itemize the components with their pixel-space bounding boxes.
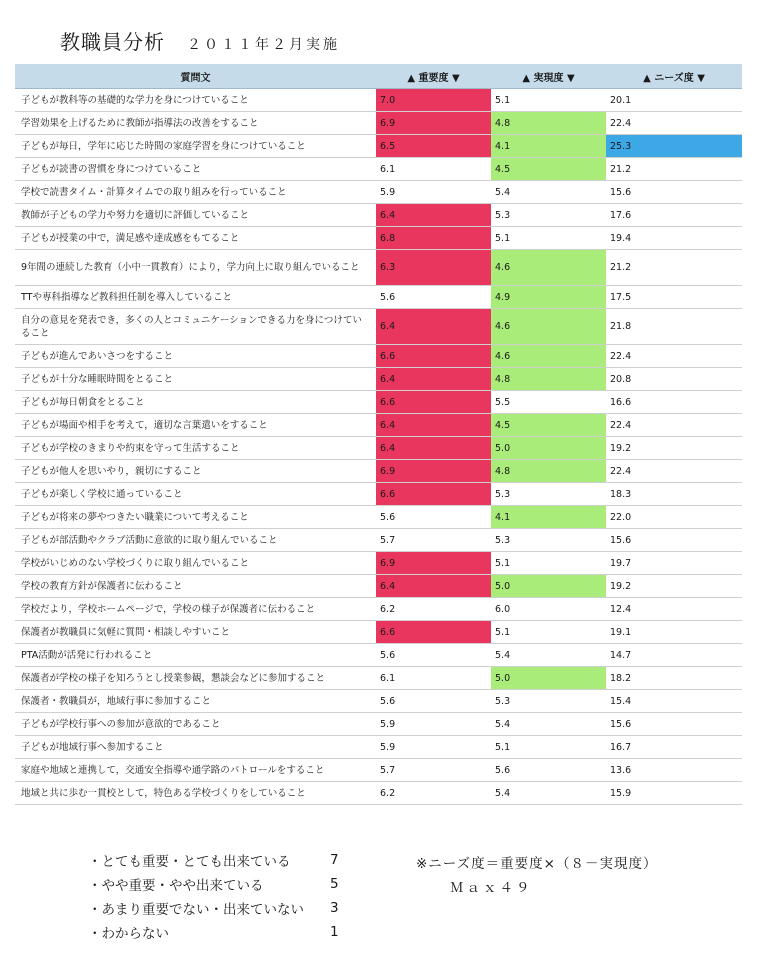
realization-cell: 5.4	[491, 713, 606, 736]
needs-cell: 12.4	[606, 598, 742, 621]
realization-cell: 5.4	[491, 644, 606, 667]
table-header-row	[15, 64, 742, 89]
importance-cell: 6.6	[376, 345, 491, 368]
legend-score: 1	[330, 924, 339, 940]
needs-cell: 15.9	[606, 782, 742, 805]
table-row	[15, 759, 742, 782]
needs-cell: 15.6	[606, 713, 742, 736]
legend-item	[88, 872, 350, 896]
needs-cell: 17.6	[606, 204, 742, 227]
needs-cell: 22.4	[606, 460, 742, 483]
legend-label: ・あまり重要でない・出来ていない	[88, 902, 304, 918]
needs-cell: 16.7	[606, 736, 742, 759]
realization-cell: 5.3	[491, 690, 606, 713]
needs-cell: 21.2	[606, 250, 742, 286]
realization-cell: 5.1	[491, 736, 606, 759]
table-row	[15, 598, 742, 621]
table-row	[15, 736, 742, 759]
table-row	[15, 621, 742, 644]
question-cell: 子どもが部活動やクラブ活動に意欲的に取り組んでいること	[15, 529, 376, 552]
question-cell: 子どもが進んであいさつをすること	[15, 345, 376, 368]
needs-cell: 18.3	[606, 483, 742, 506]
table-row	[15, 181, 742, 204]
needs-cell: 20.1	[606, 89, 742, 112]
importance-cell: 5.6	[376, 506, 491, 529]
table-row	[15, 713, 742, 736]
question-cell: 子どもが学校のきまりや約束を守って生活すること	[15, 437, 376, 460]
realization-cell: 5.1	[491, 552, 606, 575]
realization-cell: 5.4	[491, 782, 606, 805]
importance-cell: 6.9	[376, 460, 491, 483]
realization-cell: 5.1	[491, 227, 606, 250]
header-question: 質問文	[15, 64, 376, 89]
realization-cell: 4.6	[491, 250, 606, 286]
importance-cell: 6.9	[376, 552, 491, 575]
table-row	[15, 575, 742, 598]
needs-cell: 16.6	[606, 391, 742, 414]
needs-cell: 22.0	[606, 506, 742, 529]
realization-cell: 5.1	[491, 621, 606, 644]
importance-cell: 6.4	[376, 368, 491, 391]
importance-cell: 5.6	[376, 644, 491, 667]
importance-cell: 6.2	[376, 782, 491, 805]
needs-cell: 14.7	[606, 644, 742, 667]
realization-cell: 5.0	[491, 667, 606, 690]
table-row	[15, 250, 742, 286]
needs-cell: 22.4	[606, 112, 742, 135]
question-cell: 保護者が教職員に気軽に質問・相談しやすいこと	[15, 621, 376, 644]
legend-score: 7	[330, 852, 339, 868]
question-cell: 子どもが地域行事へ参加すること	[15, 736, 376, 759]
importance-cell: 6.6	[376, 621, 491, 644]
question-cell: 学校の教育方針が保護者に伝わること	[15, 575, 376, 598]
needs-cell: 19.2	[606, 437, 742, 460]
table-row	[15, 644, 742, 667]
question-cell: 子どもが学校行事への参加が意欲的であること	[15, 713, 376, 736]
question-cell: 9年間の連続した教育（小中一貫教育）により，学力向上に取り組んでいること	[15, 250, 376, 286]
needs-cell: 15.6	[606, 529, 742, 552]
legend-item	[88, 848, 350, 872]
legend-score: 3	[330, 900, 339, 916]
question-cell: 子どもが毎日朝食をとること	[15, 391, 376, 414]
question-cell: 子どもが読書の習慣を身につけていること	[15, 158, 376, 181]
page-title: 教職員分析	[60, 30, 165, 54]
table-row	[15, 690, 742, 713]
legend	[88, 848, 350, 944]
realization-cell: 4.6	[491, 309, 606, 345]
table-row	[15, 552, 742, 575]
header-importance-sort[interactable]: ▲ 重要度 ▼	[376, 64, 491, 89]
question-cell: 子どもが教科等の基礎的な学力を身につけていること	[15, 89, 376, 112]
importance-cell: 7.0	[376, 89, 491, 112]
realization-cell: 4.1	[491, 506, 606, 529]
max-note: Ｍａｘ４９	[450, 880, 533, 896]
importance-cell: 6.5	[376, 135, 491, 158]
table-row	[15, 368, 742, 391]
importance-cell: 6.4	[376, 309, 491, 345]
table-row	[15, 89, 742, 112]
realization-cell: 5.1	[491, 89, 606, 112]
importance-cell: 6.9	[376, 112, 491, 135]
importance-cell: 5.6	[376, 690, 491, 713]
realization-cell: 4.1	[491, 135, 606, 158]
realization-cell: 5.0	[491, 575, 606, 598]
question-cell: 子どもが楽しく学校に通っていること	[15, 483, 376, 506]
needs-cell: 19.1	[606, 621, 742, 644]
legend-score: 5	[330, 876, 339, 892]
question-cell: 子どもが場面や相手を考えて，適切な言葉遣いをすること	[15, 414, 376, 437]
question-cell: 子どもが十分な睡眠時間をとること	[15, 368, 376, 391]
needs-cell: 15.4	[606, 690, 742, 713]
importance-cell: 5.9	[376, 181, 491, 204]
question-cell: 学校だより，学校ホームページで，学校の様子が保護者に伝わること	[15, 598, 376, 621]
survey-date: ２０１１年２月実施	[187, 37, 340, 53]
question-cell: 子どもが将来の夢やつきたい職業について考えること	[15, 506, 376, 529]
importance-cell: 6.6	[376, 483, 491, 506]
question-cell: 学校がいじめのない学校づくりに取り組んでいること	[15, 552, 376, 575]
importance-cell: 6.3	[376, 250, 491, 286]
table-row	[15, 782, 742, 805]
question-cell: 子どもが授業の中で，満足感や達成感をもてること	[15, 227, 376, 250]
question-cell: 教師が子どもの学力や努力を適切に評価していること	[15, 204, 376, 227]
needs-cell: 22.4	[606, 414, 742, 437]
table-row	[15, 135, 742, 158]
importance-cell: 5.7	[376, 529, 491, 552]
importance-cell: 6.2	[376, 598, 491, 621]
header-realization-sort[interactable]: ▲ 実現度 ▼	[491, 64, 606, 89]
question-cell: PTA活動が活発に行われること	[15, 644, 376, 667]
realization-cell: 4.9	[491, 286, 606, 309]
realization-cell: 5.0	[491, 437, 606, 460]
table-row	[15, 460, 742, 483]
importance-cell: 6.1	[376, 158, 491, 181]
realization-cell: 6.0	[491, 598, 606, 621]
question-cell: 子どもが他人を思いやり，親切にすること	[15, 460, 376, 483]
importance-cell: 6.1	[376, 667, 491, 690]
realization-cell: 5.3	[491, 529, 606, 552]
table-row	[15, 204, 742, 227]
question-cell: 学習効果を上げるために教師が指導法の改善をすること	[15, 112, 376, 135]
needs-cell: 22.4	[606, 345, 742, 368]
realization-cell: 4.8	[491, 368, 606, 391]
needs-cell: 20.8	[606, 368, 742, 391]
needs-formula: ※ニーズ度＝重要度×（８－実現度）	[416, 856, 658, 872]
realization-cell: 5.3	[491, 204, 606, 227]
importance-cell: 5.6	[376, 286, 491, 309]
realization-cell: 4.8	[491, 460, 606, 483]
table-row	[15, 112, 742, 135]
realization-cell: 5.3	[491, 483, 606, 506]
question-cell: 家庭や地域と連携して，交通安全指導や通学路のパトロールをすること	[15, 759, 376, 782]
legend-item	[88, 920, 350, 944]
needs-cell: 19.7	[606, 552, 742, 575]
importance-cell: 6.4	[376, 204, 491, 227]
realization-cell: 4.5	[491, 414, 606, 437]
question-cell: TTや専科指導など教科担任制を導入していること	[15, 286, 376, 309]
legend-label: ・わからない	[88, 926, 169, 942]
importance-cell: 6.8	[376, 227, 491, 250]
table-row	[15, 529, 742, 552]
realization-cell: 4.6	[491, 345, 606, 368]
needs-cell: 19.2	[606, 575, 742, 598]
realization-cell: 5.4	[491, 181, 606, 204]
needs-cell: 13.6	[606, 759, 742, 782]
importance-cell: 6.4	[376, 414, 491, 437]
needs-cell: 19.4	[606, 227, 742, 250]
table-row	[15, 158, 742, 181]
importance-cell: 5.7	[376, 759, 491, 782]
importance-cell: 6.4	[376, 437, 491, 460]
importance-cell: 6.6	[376, 391, 491, 414]
question-cell: 保護者・教職員が，地域行事に参加すること	[15, 690, 376, 713]
importance-cell: 5.9	[376, 713, 491, 736]
table-row	[15, 286, 742, 309]
table-body	[15, 89, 742, 805]
needs-cell: 18.2	[606, 667, 742, 690]
question-cell: 保護者が学校の様子を知ろうとし授業参観，懇談会などに参加すること	[15, 667, 376, 690]
needs-cell: 15.6	[606, 181, 742, 204]
question-cell: 自分の意見を発表でき，多くの人とコミュニケーションできる力を身につけていること	[15, 309, 376, 345]
analysis-table	[15, 64, 742, 805]
table-row	[15, 391, 742, 414]
legend-item	[88, 896, 350, 920]
realization-cell: 5.6	[491, 759, 606, 782]
needs-cell: 21.2	[606, 158, 742, 181]
table-row	[15, 483, 742, 506]
realization-cell: 4.5	[491, 158, 606, 181]
question-cell: 地域と共に歩む一貫校として，特色ある学校づくりをしていること	[15, 782, 376, 805]
table-row	[15, 437, 742, 460]
table-row	[15, 414, 742, 437]
header-needs-sort[interactable]: ▲ ニーズ度 ▼	[606, 64, 742, 89]
legend-label: ・とても重要・とても出来ている	[88, 854, 291, 870]
importance-cell: 6.4	[376, 575, 491, 598]
table-row	[15, 227, 742, 250]
legend-label: ・やや重要・やや出来ている	[88, 878, 264, 894]
needs-cell: 21.8	[606, 309, 742, 345]
realization-cell: 5.5	[491, 391, 606, 414]
needs-cell: 25.3	[606, 135, 742, 158]
table-row	[15, 345, 742, 368]
table-row	[15, 506, 742, 529]
table-row	[15, 667, 742, 690]
question-cell: 子どもが毎日，学年に応じた時間の家庭学習を身につけていること	[15, 135, 376, 158]
importance-cell: 5.9	[376, 736, 491, 759]
table-row	[15, 309, 742, 345]
question-cell: 学校で読書タイム・計算タイムでの取り組みを行っていること	[15, 181, 376, 204]
needs-cell: 17.5	[606, 286, 742, 309]
title-row	[60, 26, 340, 55]
realization-cell: 4.8	[491, 112, 606, 135]
